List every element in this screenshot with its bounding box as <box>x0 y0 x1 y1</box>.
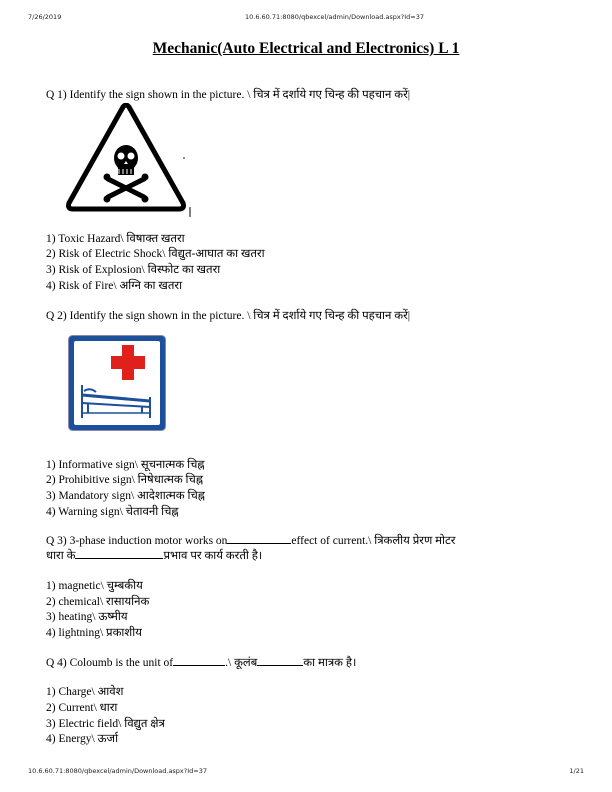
q2-option-1: 1) Informative sign\ सूचनात्मक चिह्न <box>46 459 205 471</box>
question-3-line-1: Q 3) 3-phase induction motor works on effect of current.\ त्रिकलीय प्रेरण मोटर <box>46 535 456 547</box>
q2-option-4: 4) Warning sign\ चेतावनी चिह्न <box>46 506 179 518</box>
answer-blank <box>257 655 303 666</box>
q1-option-1: 1) Toxic Hazard\ विषाक्त खतरा <box>46 233 185 245</box>
q4-option-4: 4) Energy\ ऊर्जा <box>46 733 119 745</box>
page-number: 1/21 <box>569 767 584 775</box>
q1-option-2: 2) Risk of Electric Shock\ विद्युत-आघात का खतरा <box>46 248 265 260</box>
question-3-line-2: धारा के प्रभाव पर कार्य करती है। <box>46 550 263 562</box>
question-4-text: Q 4) Coloumb is the unit of .\ कूलंब का मात्रक है। <box>46 657 357 669</box>
question-1-text: Q 1) Identify the sign shown in the picture. \ चित्र में दर्शाये गए चिन्ह की पहचान करें| <box>46 89 411 101</box>
q1-option-3: 3) Risk of Explosion\ विस्फोट का खतरा <box>46 264 221 276</box>
q3-option-3: 3) heating\ ऊष्मीय <box>46 611 128 623</box>
q2-option-2: 2) Prohibitive sign\ निषेधात्मक चिह्न <box>46 474 203 486</box>
answer-blank <box>173 655 225 666</box>
q1-option-4: 4) Risk of Fire\ अग्नि का खतरा <box>46 280 183 292</box>
question-2-text: Q 2) Identify the sign shown in the picture. \ चित्र में दर्शाये गए चिन्ह की पहचान करें| <box>46 310 411 322</box>
print-url: 10.6.60.71:8080/qbexcel/admin/Download.aspx?Id=37 <box>245 13 424 21</box>
q3-option-1: 1) magnetic\ चुम्बकीय <box>46 580 143 592</box>
q3-option-2: 2) chemical\ रासायनिक <box>46 596 150 608</box>
hospital-bed-sign-image <box>68 335 166 436</box>
q4-option-2: 2) Current\ धारा <box>46 702 118 714</box>
q2-option-3: 3) Mandatory sign\ आदेशात्मक चिह्न <box>46 490 205 502</box>
toxic-hazard-sign-image <box>66 103 191 223</box>
q3-option-4: 4) lightning\ प्रकाशीय <box>46 627 142 639</box>
q4-option-1: 1) Charge\ आवेश <box>46 686 124 698</box>
answer-blank <box>75 548 163 559</box>
footer-url: 10.6.60.71:8080/qbexcel/admin/Download.aspx?Id=37 <box>28 767 207 775</box>
page-title: Mechanic(Auto Electrical and Electronics) L 1 <box>152 40 460 57</box>
answer-blank <box>227 533 291 544</box>
print-date: 7/26/2019 <box>28 13 62 21</box>
q4-option-3: 3) Electric field\ विद्युत क्षेत्र <box>46 718 165 730</box>
